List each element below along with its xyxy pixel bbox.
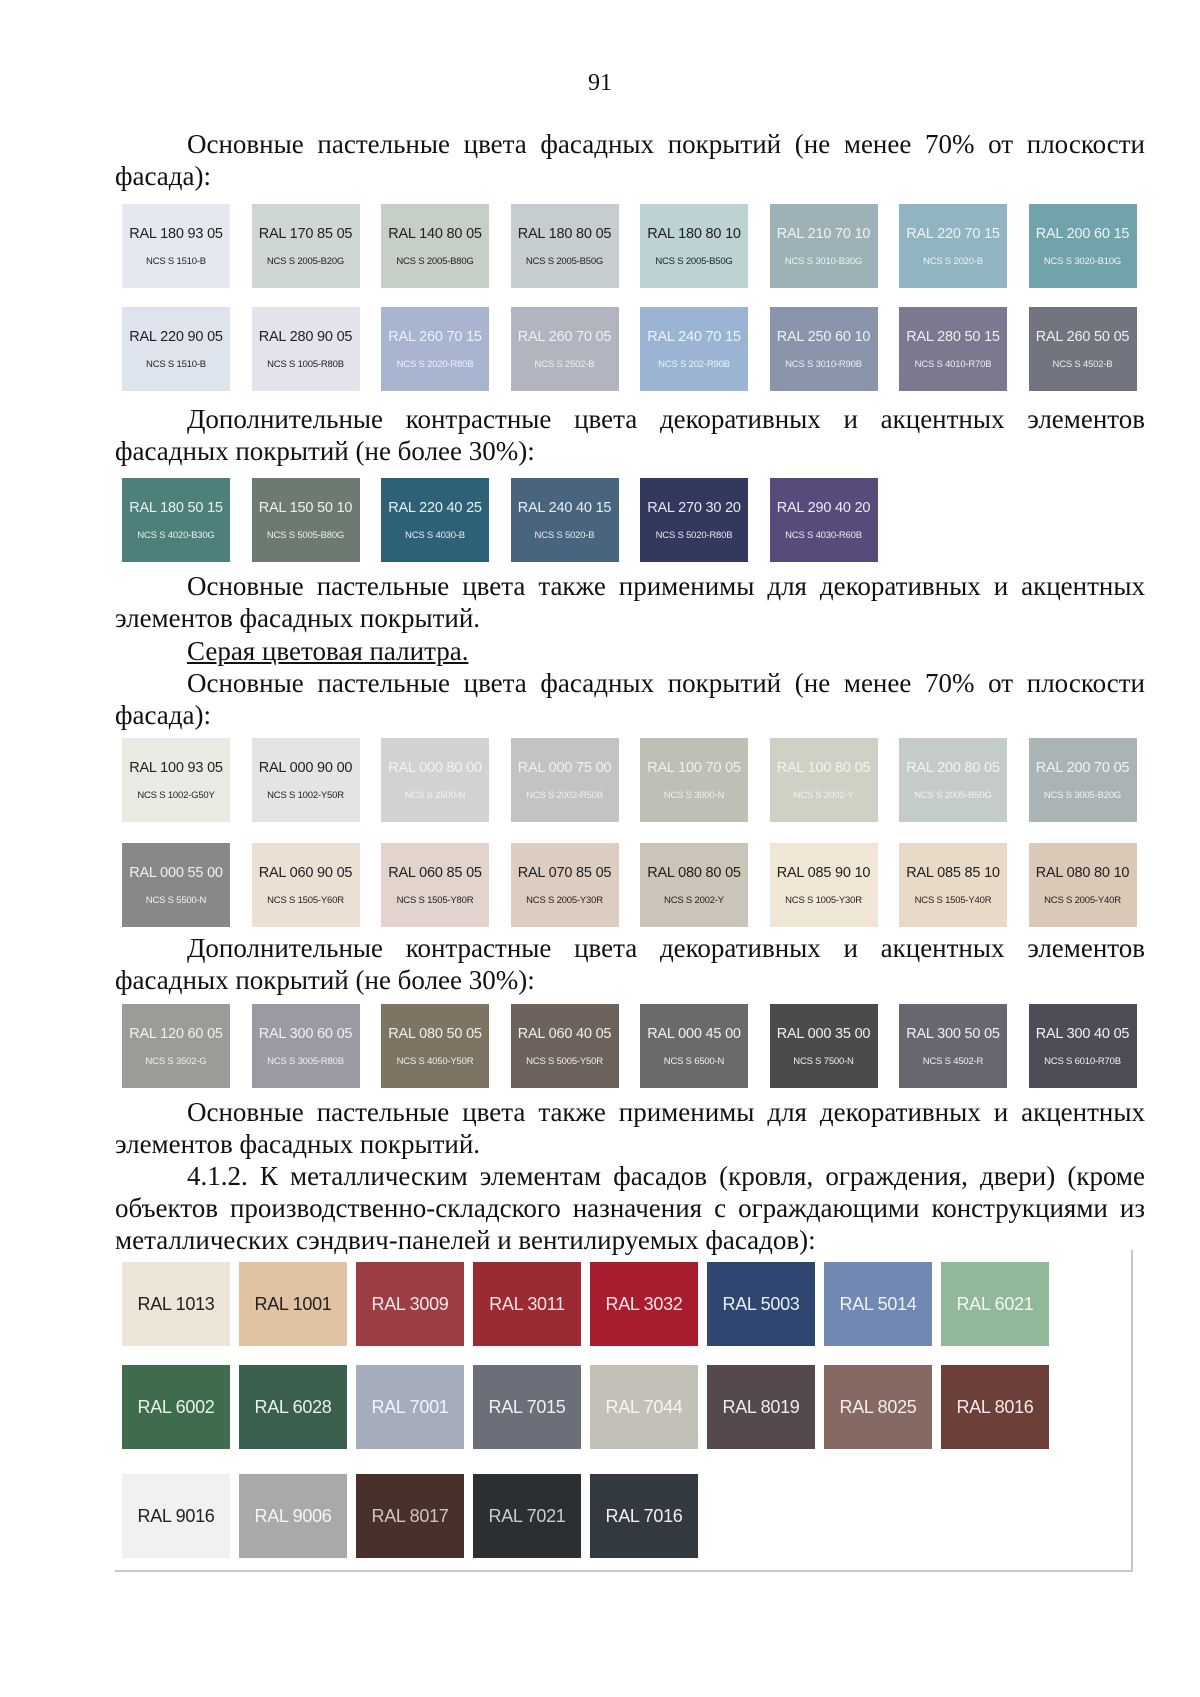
color-swatch [1029,307,1137,391]
blue-note-text: Основные пастельные цвета также применимы для декоративных и акцентных элементов фасадных покрытий. [115,571,1145,633]
swatch-ncs-code: NCS S 2002-Y [793,790,854,801]
color-swatch [381,1004,489,1088]
swatch-ral-code: RAL 210 70 10 [776,226,871,242]
color-swatch [381,478,489,562]
metal-color-swatch: RAL 8017 [356,1474,464,1558]
grey-accent-text: Дополнительные контрастные цвета декоративных и акцентных элементов фасадных покрытий (не более 30%): [115,933,1145,995]
swatch-ral-code: RAL 250 60 10 [776,329,871,345]
metal-row-2 [115,1365,1131,1449]
color-swatch [122,307,230,391]
grey-main-text: Основные пастельные цвета фасадных покрытий (не менее 70% от плоскости фасада): [115,668,1145,730]
swatch-ral-code: RAL 085 85 10 [906,865,1000,881]
swatch-ral-code: RAL 280 90 05 [258,329,353,345]
color-swatch [770,843,878,927]
swatch-ncs-code: NCS S 4030-R60B [785,530,862,541]
color-swatch [640,307,748,391]
color-swatch [640,843,748,927]
color-swatch [899,738,1007,822]
color-swatch [640,204,748,288]
swatch-ral-code: RAL 200 70 05 [1035,760,1130,776]
color-swatch [122,738,230,822]
swatch-ral-code: RAL 100 70 05 [647,760,741,776]
swatch-ncs-code: NCS S 1002-G50Y [137,790,215,801]
swatch-ral-code: RAL 200 80 05 [906,760,1000,776]
swatch-ncs-code: NCS S 2005-B80G [396,256,474,267]
swatch-ral-code: RAL 170 85 05 [258,226,353,242]
swatch-ral-code: RAL 060 85 05 [388,865,482,881]
swatch-ral-code: RAL 000 75 00 [517,760,612,776]
swatch-ncs-code: NCS S 2502-B [534,359,595,370]
color-swatch [1029,843,1137,927]
swatch-ral-code: RAL 000 55 00 [129,865,223,881]
swatch-ral-code: RAL 080 80 10 [1035,865,1130,881]
color-swatch [899,307,1007,391]
swatch-ncs-code: NCS S 4050-Y50R [396,1056,474,1067]
swatch-ncs-code: NCS S 2500-N [404,790,466,801]
swatch-ral-code: RAL 060 40 05 [517,1026,612,1042]
swatch-ral-code: RAL 085 90 10 [776,865,871,881]
swatch-ncs-code: NCS S 5500-N [145,895,207,906]
color-swatch [770,204,878,288]
color-swatch [122,204,230,288]
color-swatch [640,478,748,562]
color-swatch [899,204,1007,288]
swatch-ral-code: RAL 240 40 15 [517,500,612,516]
metal-color-swatch: RAL 3011 [473,1262,581,1346]
swatch-ral-code: RAL 220 40 25 [388,500,482,516]
swatch-ral-code: RAL 180 50 15 [129,500,223,516]
metal-color-swatch: RAL 8019 [707,1365,815,1449]
swatch-ral-code: RAL 080 50 05 [388,1026,482,1042]
swatch-ncs-code: NCS S 4030-B [405,530,465,541]
swatch-ral-code: RAL 140 80 05 [388,226,482,242]
color-swatch [252,1004,360,1088]
swatch-ncs-code: NCS S 3020-B10G [1043,256,1122,267]
metal-color-swatch: RAL 9016 [122,1474,230,1558]
swatch-ncs-code: NCS S 1002-Y50R [267,790,344,801]
grey-palette-heading: Серая цветовая палитра. [187,636,469,666]
swatch-ncs-code: NCS S 5005-B80G [266,530,345,541]
swatch-ncs-code: NCS S 2005-B50G [525,256,604,267]
swatch-ral-code: RAL 220 70 15 [906,226,1000,242]
swatch-ral-code: RAL 180 93 05 [129,226,223,242]
color-swatch [511,307,619,391]
swatch-ral-code: RAL 180 80 10 [647,226,741,242]
color-swatch [511,843,619,927]
swatch-ncs-code: NCS S 7500-N [793,1056,854,1067]
swatch-ncs-code: NCS S 1510-B [146,256,206,267]
metal-color-swatch: RAL 8025 [824,1365,932,1449]
swatch-ral-code: RAL 000 80 00 [388,760,482,776]
swatch-ncs-code: NCS S 3005-R80B [267,1056,344,1067]
color-swatch [252,307,360,391]
swatch-ral-code: RAL 080 80 05 [647,865,741,881]
swatch-ncs-code: NCS S 5005-Y50R [526,1056,603,1067]
swatch-ncs-code: NCS S 6010-R70B [1044,1056,1121,1067]
swatch-ncs-code: NCS S 2005-Y30R [526,895,603,906]
metal-color-swatch: RAL 6028 [239,1365,347,1449]
color-swatch [381,843,489,927]
swatch-ncs-code: NCS S 5020-B [534,530,595,541]
swatch-ncs-code: NCS S 3010-B30G [784,256,863,267]
color-swatch [381,204,489,288]
swatch-ncs-code: NCS S 202-R90B [658,359,730,370]
metal-color-swatch: RAL 7016 [590,1474,698,1558]
blue-main-text: Основные пастельные цвета фасадных покрытий (не менее 70% от плоскости фасада): [115,129,1145,191]
color-swatch [770,1004,878,1088]
color-swatch [770,307,878,391]
swatch-ncs-code: NCS S 1005-R80B [267,359,344,370]
swatch-ncs-code: NCS S 3502-G [145,1056,207,1067]
swatch-ncs-code: NCS S 2005-B20G [266,256,345,267]
swatch-ral-code: RAL 300 40 05 [1035,1026,1130,1042]
color-swatch [899,843,1007,927]
color-swatch [1029,204,1137,288]
page-number: 91 [588,70,612,96]
swatch-ral-code: RAL 200 60 15 [1035,226,1130,242]
swatch-ncs-code: NCS S 2020-B [923,256,983,267]
swatch-ral-code: RAL 240 70 15 [647,329,741,345]
metal-row-3 [115,1474,1131,1558]
grey-note-text: Основные пастельные цвета также применимы для декоративных и акцентных элементов фасадных покрытий. [115,1097,1145,1159]
swatch-ncs-code: NCS S 6500-N [663,1056,725,1067]
swatch-ncs-code: NCS S 1505-Y60R [267,895,344,906]
swatch-ncs-code: NCS S 3005-B20G [1043,790,1122,801]
swatch-ral-code: RAL 300 60 05 [258,1026,353,1042]
color-swatch [381,307,489,391]
color-swatch [770,478,878,562]
color-swatch [1029,738,1137,822]
color-swatch [381,738,489,822]
metal-color-swatch: RAL 5003 [707,1262,815,1346]
swatch-ral-code: RAL 100 93 05 [129,760,223,776]
swatch-ncs-code: NCS S 2020-R80B [396,359,474,370]
swatch-ncs-code: NCS S 1005-Y30R [785,895,862,906]
color-swatch [511,478,619,562]
swatch-ncs-code: NCS S 4020-B30G [137,530,215,541]
swatch-ral-code: RAL 000 45 00 [647,1026,741,1042]
swatch-ral-code: RAL 070 85 05 [517,865,612,881]
color-swatch [640,738,748,822]
metal-color-swatch: RAL 7021 [473,1474,581,1558]
swatch-ral-code: RAL 000 35 00 [776,1026,871,1042]
metal-color-swatch: RAL 9006 [239,1474,347,1558]
metal-row-1 [115,1262,1131,1346]
swatch-ral-code: RAL 260 70 15 [388,329,482,345]
swatch-ncs-code: NCS S 2002-R50B [526,790,603,801]
color-swatch [511,1004,619,1088]
swatch-ncs-code: NCS S 4502-R [922,1056,984,1067]
metal-elements-text: 4.1.2. К металлическим элементам фасадов (кровля, ограждения, двери) (кроме объектов производственно-складского назначения с ограждающими конструкциями из металлических сэндвич-панелей и вентилируемых фасадов): [115,1161,1145,1255]
metal-color-swatch: RAL 7015 [473,1365,581,1449]
metal-color-swatch: RAL 6002 [122,1365,230,1449]
metal-color-swatch: RAL 7001 [356,1365,464,1449]
color-swatch [899,1004,1007,1088]
metal-swatch-panel [115,1250,1133,1572]
color-swatch [1029,1004,1137,1088]
color-swatch [252,738,360,822]
swatch-ral-code: RAL 260 50 05 [1035,329,1130,345]
swatch-ncs-code: NCS S 2005-B50G [655,256,733,267]
swatch-ral-code: RAL 060 90 05 [258,865,353,881]
metal-color-swatch: RAL 3032 [590,1262,698,1346]
swatch-ral-code: RAL 100 80 05 [776,760,871,776]
color-swatch [640,1004,748,1088]
color-swatch [122,478,230,562]
swatch-ral-code: RAL 280 50 15 [906,329,1000,345]
swatch-ral-code: RAL 220 90 05 [129,329,223,345]
swatch-ncs-code: NCS S 5020-R80B [655,530,733,541]
swatch-ncs-code: NCS S 1505-Y40R [914,895,992,906]
swatch-ral-code: RAL 000 90 00 [258,760,353,776]
swatch-ncs-code: NCS S 3000-N [663,790,725,801]
color-swatch [770,738,878,822]
color-swatch [511,738,619,822]
metal-color-swatch: RAL 7044 [590,1365,698,1449]
swatch-ral-code: RAL 150 50 10 [258,500,353,516]
swatch-ncs-code: NCS S 4010-R70B [914,359,992,370]
swatch-ral-code: RAL 180 80 05 [517,226,612,242]
swatch-ncs-code: NCS S 2005-B50G [914,790,992,801]
blue-accent-text: Дополнительные контрастные цвета декоративных и акцентных элементов фасадных покрытий (не более 30%): [115,404,1145,466]
swatch-ncs-code: NCS S 1505-Y80R [396,895,474,906]
swatch-ral-code: RAL 120 60 05 [129,1026,223,1042]
swatch-ncs-code: NCS S 1510-B [146,359,206,370]
color-swatch [122,843,230,927]
metal-color-swatch: RAL 5014 [824,1262,932,1346]
swatch-ral-code: RAL 260 70 05 [517,329,612,345]
metal-color-swatch: RAL 3009 [356,1262,464,1346]
swatch-ral-code: RAL 300 50 05 [906,1026,1000,1042]
swatch-ncs-code: NCS S 2002-Y [664,895,724,906]
swatch-ral-code: RAL 270 30 20 [647,500,741,516]
color-swatch [252,204,360,288]
metal-color-swatch: RAL 8016 [941,1365,1049,1449]
color-swatch [252,843,360,927]
swatch-ral-code: RAL 290 40 20 [776,500,871,516]
metal-color-swatch: RAL 1013 [122,1262,230,1346]
metal-color-swatch: RAL 1001 [239,1262,347,1346]
color-swatch [252,478,360,562]
color-swatch [122,1004,230,1088]
swatch-ncs-code: NCS S 3010-R90B [785,359,862,370]
metal-color-swatch: RAL 6021 [941,1262,1049,1346]
color-swatch [511,204,619,288]
swatch-ncs-code: NCS S 4502-B [1052,359,1113,370]
swatch-ncs-code: NCS S 2005-Y40R [1044,895,1121,906]
